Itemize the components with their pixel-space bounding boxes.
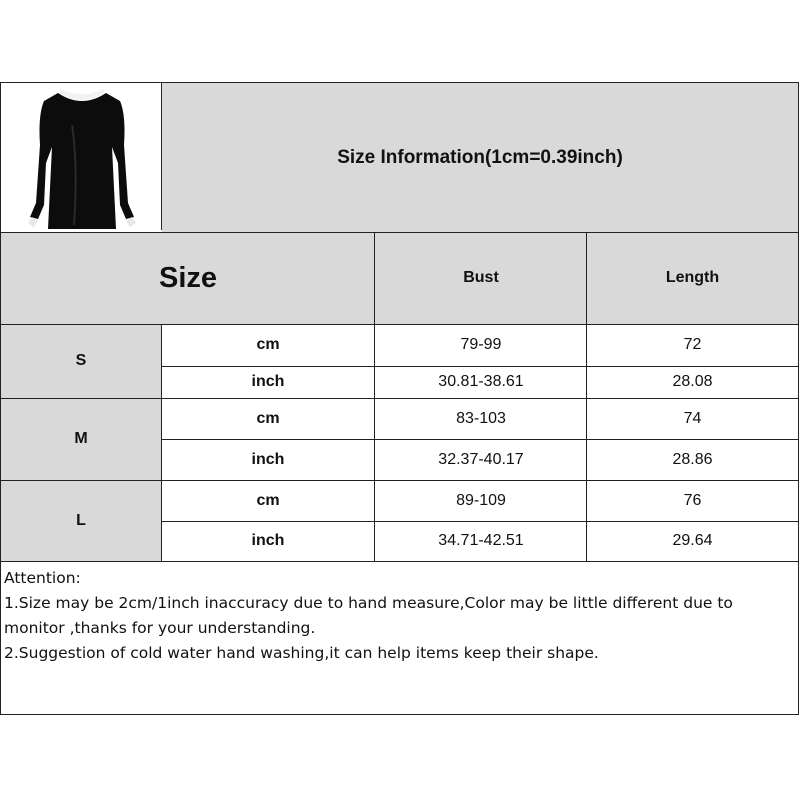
grid-line (0, 232, 799, 233)
grid-line (586, 232, 587, 561)
bust-value: 30.81-38.61 (375, 366, 587, 398)
unit-cell: inch (161, 439, 375, 480)
unit-cell: cm (161, 480, 375, 521)
attention-note-2: 2.Suggestion of cold water hand washing,it can help items keep their shape. (4, 644, 599, 662)
bust-value: 32.37-40.17 (375, 439, 587, 480)
grid-line (0, 398, 799, 399)
grid-line (161, 439, 799, 440)
grid-line (374, 232, 375, 561)
unit-cell: inch (161, 521, 375, 561)
size-info-title: Size Information(1cm=0.39inch) (162, 83, 798, 232)
grid-line (0, 480, 799, 481)
length-value: 72 (587, 324, 798, 366)
grid-line (161, 366, 799, 367)
bust-value: 79-99 (375, 324, 587, 366)
grid-line (161, 521, 799, 522)
size-column-header: Size (1, 232, 375, 324)
size-label-l: L (1, 480, 161, 561)
attention-heading: Attention: (4, 569, 81, 587)
product-image (2, 83, 162, 230)
unit-cell: inch (161, 366, 375, 398)
grid-line (0, 561, 799, 562)
length-value: 74 (587, 398, 798, 439)
grid-line (161, 324, 162, 561)
size-label-m: M (1, 398, 161, 480)
unit-cell: cm (161, 398, 375, 439)
attention-notes (4, 566, 796, 666)
grid-line (0, 324, 799, 325)
length-value: 28.86 (587, 439, 798, 480)
length-column-header: Length (587, 232, 798, 324)
bust-column-header: Bust (375, 232, 587, 324)
size-label-s: S (1, 324, 161, 398)
dress-image (12, 85, 152, 229)
length-value: 76 (587, 480, 798, 521)
length-value: 29.64 (587, 521, 798, 561)
attention-note-1: 1.Size may be 2cm/1inch inaccuracy due to hand measure,Color may be little different due to monitor ,thanks for your understanding. (4, 594, 733, 637)
bust-value: 34.71-42.51 (375, 521, 587, 561)
bust-value: 83-103 (375, 398, 587, 439)
length-value: 28.08 (587, 366, 798, 398)
bust-value: 89-109 (375, 480, 587, 521)
unit-cell: cm (161, 324, 375, 366)
